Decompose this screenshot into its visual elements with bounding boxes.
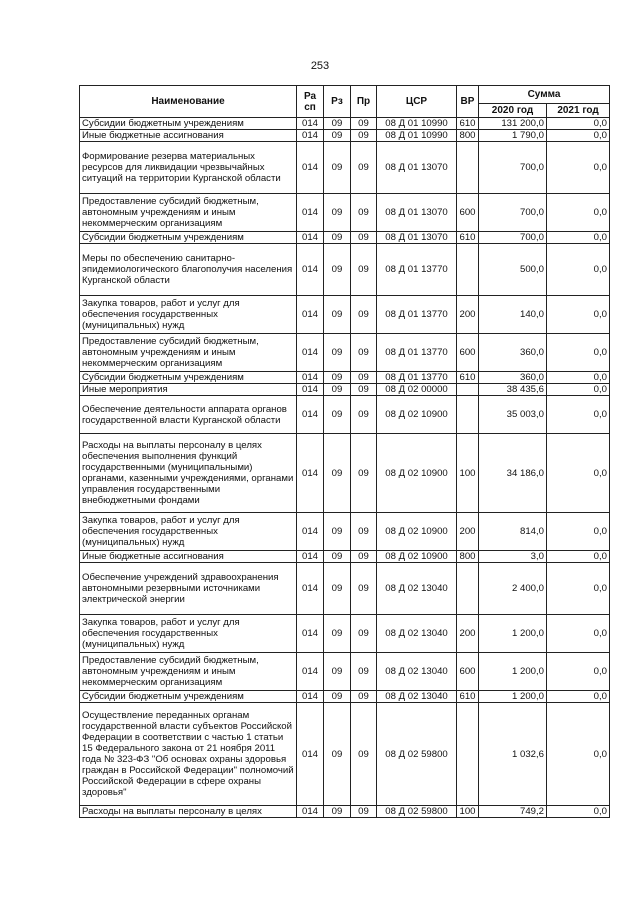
cell-rz: 09 xyxy=(324,434,351,513)
cell-rasp: 014 xyxy=(297,434,324,513)
cell-csr: 08 Д 01 10990 xyxy=(377,118,457,130)
cell-vr xyxy=(457,244,479,296)
cell-csr: 08 Д 02 10900 xyxy=(377,396,457,434)
cell-vr: 610 xyxy=(457,118,479,130)
cell-vr xyxy=(457,384,479,396)
cell-rz: 09 xyxy=(324,806,351,818)
cell-2021: 0,0 xyxy=(547,334,610,372)
cell-vr xyxy=(457,142,479,194)
cell-rasp: 014 xyxy=(297,372,324,384)
cell-2021: 0,0 xyxy=(547,194,610,232)
cell-rz: 09 xyxy=(324,334,351,372)
cell-name: Иные бюджетные ассигнования xyxy=(80,551,297,563)
cell-vr xyxy=(457,563,479,615)
table-row xyxy=(80,691,610,703)
cell-2020: 1 200,0 xyxy=(479,691,547,703)
cell-name: Закупка товаров, работ и услуг для обеспечения государственных (муниципальных) нужд xyxy=(80,296,297,334)
cell-2020: 1 032,6 xyxy=(479,703,547,806)
cell-vr xyxy=(457,703,479,806)
cell-pr: 09 xyxy=(351,551,377,563)
cell-2021: 0,0 xyxy=(547,513,610,551)
table-body xyxy=(80,118,610,818)
cell-pr: 09 xyxy=(351,130,377,142)
cell-vr: 200 xyxy=(457,615,479,653)
cell-2021: 0,0 xyxy=(547,691,610,703)
cell-name: Субсидии бюджетным учреждениям xyxy=(80,232,297,244)
cell-pr: 09 xyxy=(351,372,377,384)
cell-csr: 08 Д 02 13040 xyxy=(377,691,457,703)
table-header-row xyxy=(80,86,610,104)
cell-vr: 600 xyxy=(457,194,479,232)
table-row xyxy=(80,384,610,396)
cell-2021: 0,0 xyxy=(547,296,610,334)
cell-2021: 0,0 xyxy=(547,142,610,194)
cell-pr: 09 xyxy=(351,653,377,691)
page-number: 253 xyxy=(310,60,330,72)
cell-name: Формирование резерва материальных ресурсов для ликвидации чрезвычайных ситуаций на территории Курганской области xyxy=(80,142,297,194)
table-row xyxy=(80,806,610,818)
cell-2021: 0,0 xyxy=(547,372,610,384)
header-name: Наименование xyxy=(80,86,297,118)
cell-rasp: 014 xyxy=(297,296,324,334)
cell-rz: 09 xyxy=(324,296,351,334)
cell-pr: 09 xyxy=(351,615,377,653)
cell-rz: 09 xyxy=(324,142,351,194)
cell-rz: 09 xyxy=(324,551,351,563)
cell-2020: 38 435,6 xyxy=(479,384,547,396)
cell-pr: 09 xyxy=(351,244,377,296)
cell-vr: 100 xyxy=(457,434,479,513)
table-row xyxy=(80,194,610,232)
cell-name: Закупка товаров, работ и услуг для обеспечения государственных (муниципальных) нужд xyxy=(80,513,297,551)
cell-rasp: 014 xyxy=(297,563,324,615)
header-pr: Пр xyxy=(351,86,377,118)
cell-name: Иные мероприятия xyxy=(80,384,297,396)
cell-name: Иные бюджетные ассигнования xyxy=(80,130,297,142)
cell-pr: 09 xyxy=(351,142,377,194)
cell-vr xyxy=(457,396,479,434)
cell-rasp: 014 xyxy=(297,142,324,194)
table-row xyxy=(80,334,610,372)
cell-csr: 08 Д 02 10900 xyxy=(377,513,457,551)
cell-2020: 700,0 xyxy=(479,232,547,244)
header-2021: 2021 год xyxy=(547,104,610,118)
cell-2021: 0,0 xyxy=(547,118,610,130)
cell-2020: 1 200,0 xyxy=(479,615,547,653)
table-row xyxy=(80,232,610,244)
header-rz: Рз xyxy=(324,86,351,118)
cell-rz: 09 xyxy=(324,615,351,653)
cell-name: Субсидии бюджетным учреждениям xyxy=(80,372,297,384)
table-row xyxy=(80,434,610,513)
budget-table xyxy=(79,85,610,818)
cell-vr: 800 xyxy=(457,130,479,142)
cell-pr: 09 xyxy=(351,513,377,551)
cell-2020: 140,0 xyxy=(479,296,547,334)
table-row xyxy=(80,396,610,434)
cell-rz: 09 xyxy=(324,118,351,130)
cell-csr: 08 Д 01 13770 xyxy=(377,334,457,372)
cell-rz: 09 xyxy=(324,194,351,232)
cell-csr: 08 Д 01 13070 xyxy=(377,194,457,232)
cell-pr: 09 xyxy=(351,296,377,334)
cell-2020: 34 186,0 xyxy=(479,434,547,513)
cell-csr: 08 Д 02 13040 xyxy=(377,653,457,691)
cell-2021: 0,0 xyxy=(547,703,610,806)
header-rasp: Ра сп xyxy=(297,86,324,118)
table-row xyxy=(80,653,610,691)
cell-name: Меры по обеспечению санитарно-эпидемиологического благополучия населения Курганской области xyxy=(80,244,297,296)
cell-rasp: 014 xyxy=(297,130,324,142)
cell-2021: 0,0 xyxy=(547,615,610,653)
cell-pr: 09 xyxy=(351,563,377,615)
table-row xyxy=(80,244,610,296)
cell-rasp: 014 xyxy=(297,194,324,232)
cell-2020: 749,2 xyxy=(479,806,547,818)
cell-csr: 08 Д 02 13040 xyxy=(377,563,457,615)
cell-name: Субсидии бюджетным учреждениям xyxy=(80,118,297,130)
table-row xyxy=(80,118,610,130)
cell-csr: 08 Д 02 59800 xyxy=(377,703,457,806)
cell-csr: 08 Д 01 13070 xyxy=(377,142,457,194)
cell-csr: 08 Д 02 10900 xyxy=(377,551,457,563)
cell-vr: 600 xyxy=(457,653,479,691)
cell-pr: 09 xyxy=(351,691,377,703)
cell-2021: 0,0 xyxy=(547,384,610,396)
table-row xyxy=(80,513,610,551)
table-row xyxy=(80,703,610,806)
table-row xyxy=(80,563,610,615)
cell-name: Закупка товаров, работ и услуг для обеспечения государственных (муниципальных) нужд xyxy=(80,615,297,653)
cell-rz: 09 xyxy=(324,384,351,396)
cell-2020: 700,0 xyxy=(479,142,547,194)
cell-2020: 500,0 xyxy=(479,244,547,296)
cell-rasp: 014 xyxy=(297,551,324,563)
cell-2020: 814,0 xyxy=(479,513,547,551)
cell-vr: 800 xyxy=(457,551,479,563)
cell-name: Предоставление субсидий бюджетным, автономным учреждениям и иным некоммерческим организациям xyxy=(80,194,297,232)
cell-rz: 09 xyxy=(324,372,351,384)
cell-2020: 360,0 xyxy=(479,372,547,384)
cell-pr: 09 xyxy=(351,232,377,244)
cell-name: Расходы на выплаты персоналу в целях xyxy=(80,806,297,818)
cell-csr: 08 Д 01 13770 xyxy=(377,244,457,296)
cell-name: Предоставление субсидий бюджетным, автономным учреждениям и иным некоммерческим организациям xyxy=(80,653,297,691)
cell-rasp: 014 xyxy=(297,653,324,691)
cell-rasp: 014 xyxy=(297,396,324,434)
cell-2021: 0,0 xyxy=(547,396,610,434)
cell-2020: 1 200,0 xyxy=(479,653,547,691)
cell-2021: 0,0 xyxy=(547,806,610,818)
cell-rz: 09 xyxy=(324,513,351,551)
cell-rasp: 014 xyxy=(297,244,324,296)
header-2020: 2020 год xyxy=(479,104,547,118)
cell-rasp: 014 xyxy=(297,703,324,806)
table-row xyxy=(80,372,610,384)
cell-rasp: 014 xyxy=(297,513,324,551)
cell-rasp: 014 xyxy=(297,118,324,130)
cell-rz: 09 xyxy=(324,232,351,244)
cell-pr: 09 xyxy=(351,194,377,232)
cell-rz: 09 xyxy=(324,703,351,806)
cell-2020: 35 003,0 xyxy=(479,396,547,434)
cell-rz: 09 xyxy=(324,396,351,434)
cell-rz: 09 xyxy=(324,691,351,703)
cell-2021: 0,0 xyxy=(547,130,610,142)
cell-rasp: 014 xyxy=(297,232,324,244)
cell-pr: 09 xyxy=(351,118,377,130)
cell-2020: 700,0 xyxy=(479,194,547,232)
table-row xyxy=(80,551,610,563)
cell-csr: 08 Д 01 13070 xyxy=(377,232,457,244)
cell-pr: 09 xyxy=(351,806,377,818)
cell-rasp: 014 xyxy=(297,615,324,653)
cell-2021: 0,0 xyxy=(547,653,610,691)
cell-vr: 610 xyxy=(457,232,479,244)
cell-vr: 610 xyxy=(457,372,479,384)
cell-2020: 131 200,0 xyxy=(479,118,547,130)
cell-2020: 1 790,0 xyxy=(479,130,547,142)
header-csr: ЦСР xyxy=(377,86,457,118)
cell-2021: 0,0 xyxy=(547,563,610,615)
cell-rz: 09 xyxy=(324,563,351,615)
cell-pr: 09 xyxy=(351,334,377,372)
cell-name: Расходы на выплаты персоналу в целях обеспечения выполнения функций государственными (муниципальными) органами, казенными учреждениями, органами управления государственными внебюджетными фондами xyxy=(80,434,297,513)
cell-csr: 08 Д 02 00000 xyxy=(377,384,457,396)
cell-2020: 2 400,0 xyxy=(479,563,547,615)
cell-rz: 09 xyxy=(324,130,351,142)
cell-name: Субсидии бюджетным учреждениям xyxy=(80,691,297,703)
cell-name: Предоставление субсидий бюджетным, автономным учреждениям и иным некоммерческим организациям xyxy=(80,334,297,372)
cell-csr: 08 Д 01 10990 xyxy=(377,130,457,142)
cell-pr: 09 xyxy=(351,384,377,396)
header-sum: Сумма xyxy=(479,86,610,104)
cell-pr: 09 xyxy=(351,434,377,513)
cell-2020: 360,0 xyxy=(479,334,547,372)
cell-2021: 0,0 xyxy=(547,434,610,513)
cell-2020: 3,0 xyxy=(479,551,547,563)
cell-vr: 200 xyxy=(457,296,479,334)
cell-pr: 09 xyxy=(351,703,377,806)
cell-csr: 08 Д 02 13040 xyxy=(377,615,457,653)
table-row xyxy=(80,130,610,142)
cell-name: Осуществление переданных органам государственной власти субъектов Российской Федерации в соответствии с частью 1 статьи 15 Федерального закона от 21 ноября 2011 года № 323-ФЗ "Об основах охраны здоровья граждан в Российской Федерации" полномочий Российской Федерации в сфере охраны здоровья" xyxy=(80,703,297,806)
cell-vr: 200 xyxy=(457,513,479,551)
cell-vr: 100 xyxy=(457,806,479,818)
cell-name: Обеспечение учреждений здравоохранения автономными резервными источниками электрической энергии xyxy=(80,563,297,615)
cell-vr: 610 xyxy=(457,691,479,703)
cell-2021: 0,0 xyxy=(547,232,610,244)
cell-rasp: 014 xyxy=(297,691,324,703)
cell-csr: 08 Д 01 13770 xyxy=(377,372,457,384)
cell-csr: 08 Д 02 59800 xyxy=(377,806,457,818)
header-vr: ВР xyxy=(457,86,479,118)
cell-rasp: 014 xyxy=(297,334,324,372)
table-row xyxy=(80,296,610,334)
table-row xyxy=(80,142,610,194)
cell-rz: 09 xyxy=(324,244,351,296)
cell-pr: 09 xyxy=(351,396,377,434)
cell-2021: 0,0 xyxy=(547,244,610,296)
cell-rz: 09 xyxy=(324,653,351,691)
cell-vr: 600 xyxy=(457,334,479,372)
table-row xyxy=(80,615,610,653)
cell-rasp: 014 xyxy=(297,806,324,818)
cell-csr: 08 Д 02 10900 xyxy=(377,434,457,513)
cell-2021: 0,0 xyxy=(547,551,610,563)
cell-csr: 08 Д 01 13770 xyxy=(377,296,457,334)
cell-name: Обеспечение деятельности аппарата органов государственной власти Курганской области xyxy=(80,396,297,434)
cell-rasp: 014 xyxy=(297,384,324,396)
